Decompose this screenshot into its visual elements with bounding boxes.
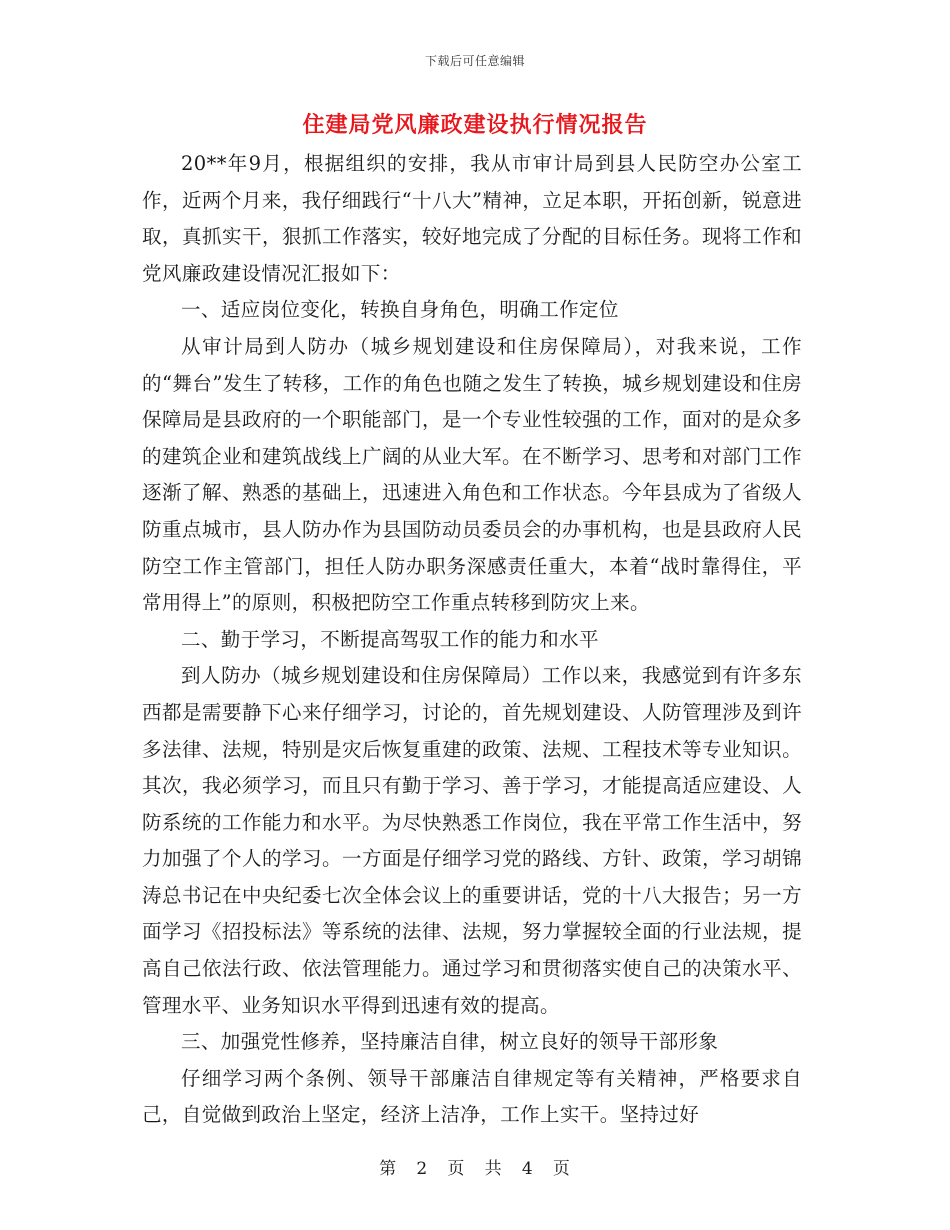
paragraph-section-2: 到人防办（城乡规划建设和住房保障局）工作以来，我感觉到有许多东西都是需要静下心来仔细学习，讨论的，首先规划建设、人防管理涉及到许多法律、法规，特别是灾后恢复重建的政策、法规、工程技术等专业知识。其次，我必须学习，而且只有勤于学习、善于学习，才能提高适应建设、人防系统的工作能力和水平。为尽快熟悉工作岗位，我在平常工作生活中，努力加强了个人的学习。一方面是仔细学习党的路线、方针、政策，学习胡锦涛总书记在中央纪委七次全体会议上的重要讲话，党的十八大报告；另一方面学习《招投标法》等系统的法律、法规，努力掌握较全面的行业法规，提高自己依法行政、依法管理能力。通过学习和贯彻落实使自己的决策水平、管理水平、业务知识水平得到迅速有效的提高。 <box>142 664 802 1017</box>
document-body <box>142 146 802 1134</box>
footer-total-word: 共 <box>484 1159 503 1179</box>
section-heading-1: 一、适应岗位变化，转换自身角色，明确工作定位 <box>181 298 619 322</box>
header-note: 下载后可任意编辑 <box>424 54 525 68</box>
footer-suffix: 页 <box>552 1159 571 1179</box>
paragraph-section-1: 从审计局到人防办（城乡规划建设和住房保障局），对我来说，工作的“舞台”发生了转移，工作的角色也随之发生了转换，城乡规划建设和住房保障局是县政府的一个职能部门，是一个专业性较强的工作，面对的是众多的建筑企业和建筑战线上广阔的从业大军。在不断学习、思考和对部门工作逐渐了解、熟悉的基础上，迅速进入角色和工作状态。今年县成为了省级人防重点城市，县人防办作为县国防动员委员会的办事机构，也是县政府人民防空工作主管部门，担任人防办职务深感责任重大，本着“战时靠得住，平常用得上”的原则，积极把防空工作重点转移到防灾上来。 <box>142 334 802 615</box>
paragraph-intro: 20**年9月，根据组织的安排，我从市审计局到县人民防空办公室工作，近两个月来，我仔细践行“十八大”精神，立足本职，开拓创新，锐意进取，真抓实干，狠抓工作落实，较好地完成了分配的目标任务。现将工作和党风廉政建设情况汇报如下： <box>142 152 802 285</box>
section-heading-2: 二、勤于学习，不断提高驾驭工作的能力和水平 <box>181 627 599 651</box>
footer-page-word: 页 <box>447 1159 466 1179</box>
section-heading-3: 三、加强党性修养，坚持廉洁自律，树立良好的领导干部形象 <box>181 1030 719 1054</box>
footer-total-pages: 4 <box>521 1159 534 1179</box>
footer-current-page: 2 <box>416 1159 429 1179</box>
page-footer <box>0 1154 950 1179</box>
document-title: 住建局党风廉政建设执行情况报告 <box>302 112 648 138</box>
footer-prefix: 第 <box>379 1159 398 1179</box>
paragraph-section-3: 仔细学习两个条例、领导干部廉洁自律规定等有关精神，严格要求自己，自觉做到政治上坚定，经济上洁净，工作上实干。坚持过好 <box>142 1066 802 1127</box>
